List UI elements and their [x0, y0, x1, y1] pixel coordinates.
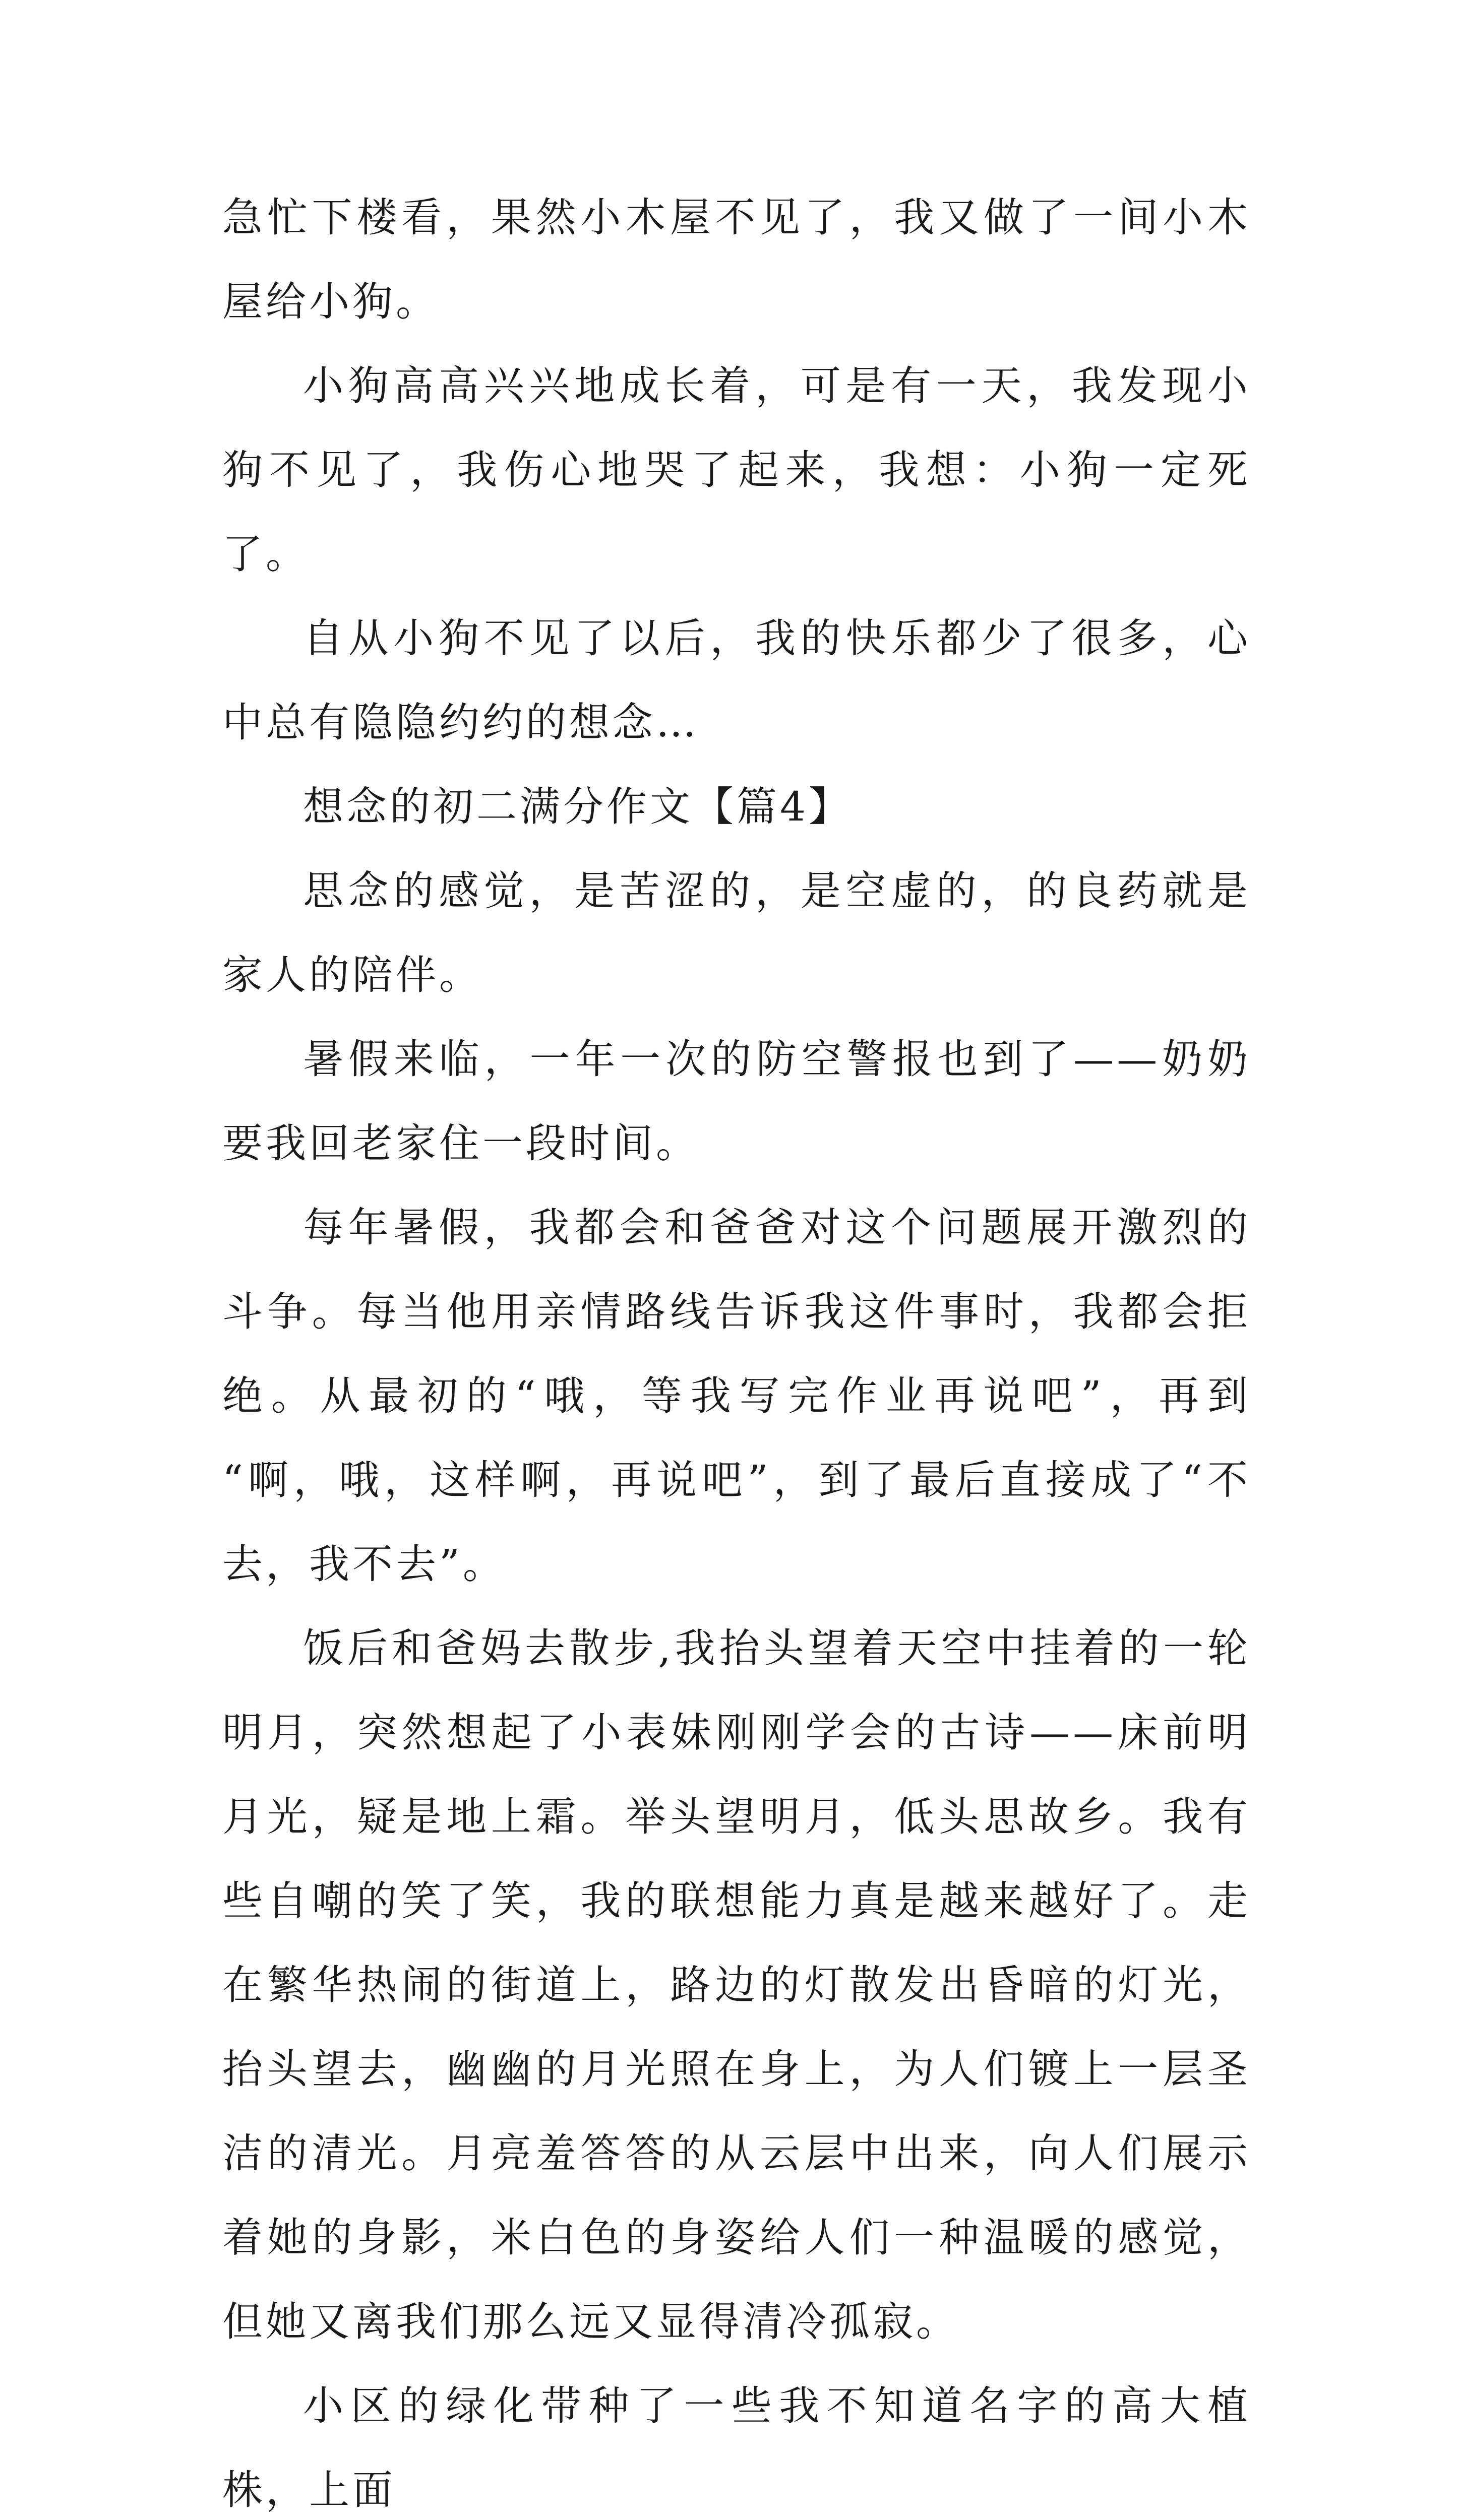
paragraph: 每年暑假，我都会和爸爸对这个问题展开激烈的斗争。每当他用亲情路线告诉我这件事时，我都会拒绝。从最初的“哦，等我写完作业再说吧”，再到 “啊，哦，这样啊，再说吧”，到了最后直接成了“不去，我不去”。 — [222, 1204, 1251, 1588]
document-body — [222, 175, 1251, 2520]
paragraph: 小狗高高兴兴地成长着，可是有一天，我发现小狗不见了，我伤心地哭了起来，我想：小狗一定死了。 — [222, 362, 1251, 578]
paragraph: 自从小狗不见了以后，我的快乐都少了很多，心中总有隐隐约约的想念… — [222, 615, 1251, 746]
paragraph: 急忙下楼看，果然小木屋不见了，我又做了一间小木屋给小狗。 — [222, 194, 1251, 325]
section-heading: 想念的初二满分作文【篇4】 — [303, 783, 852, 830]
paragraph: 思念的感觉，是苦涩的，是空虚的，的良药就是家人的陪伴。 — [222, 867, 1251, 998]
paragraph: 暑假来临，一年一次的防空警报也到了——奶奶要我回老家住一段时间。 — [222, 1036, 1251, 1167]
paragraph: 小区的绿化带种了一些我不知道名字的高大植株，上面 — [222, 2382, 1251, 2513]
paragraph: 饭后和爸妈去散步,我抬头望着天空中挂着的一轮明月，突然想起了小表妹刚刚学会的古诗——床前明月光，疑是地上霜。举头望明月，低头思故乡。我有些自嘲的笑了笑，我的联想能力真是越来越好了。走在繁华热闹的街道上，路边的灯散发出昏暗的灯光，抬头望去，幽幽的月光照在身上，为人们镀上一层圣洁的清光。月亮羞答答的从云层中出来，向人们展示着她的身影，米白色的身姿给人们一种温暖的感觉，但她又离我们那么远又显得清冷孤寂。 — [222, 1625, 1251, 2345]
